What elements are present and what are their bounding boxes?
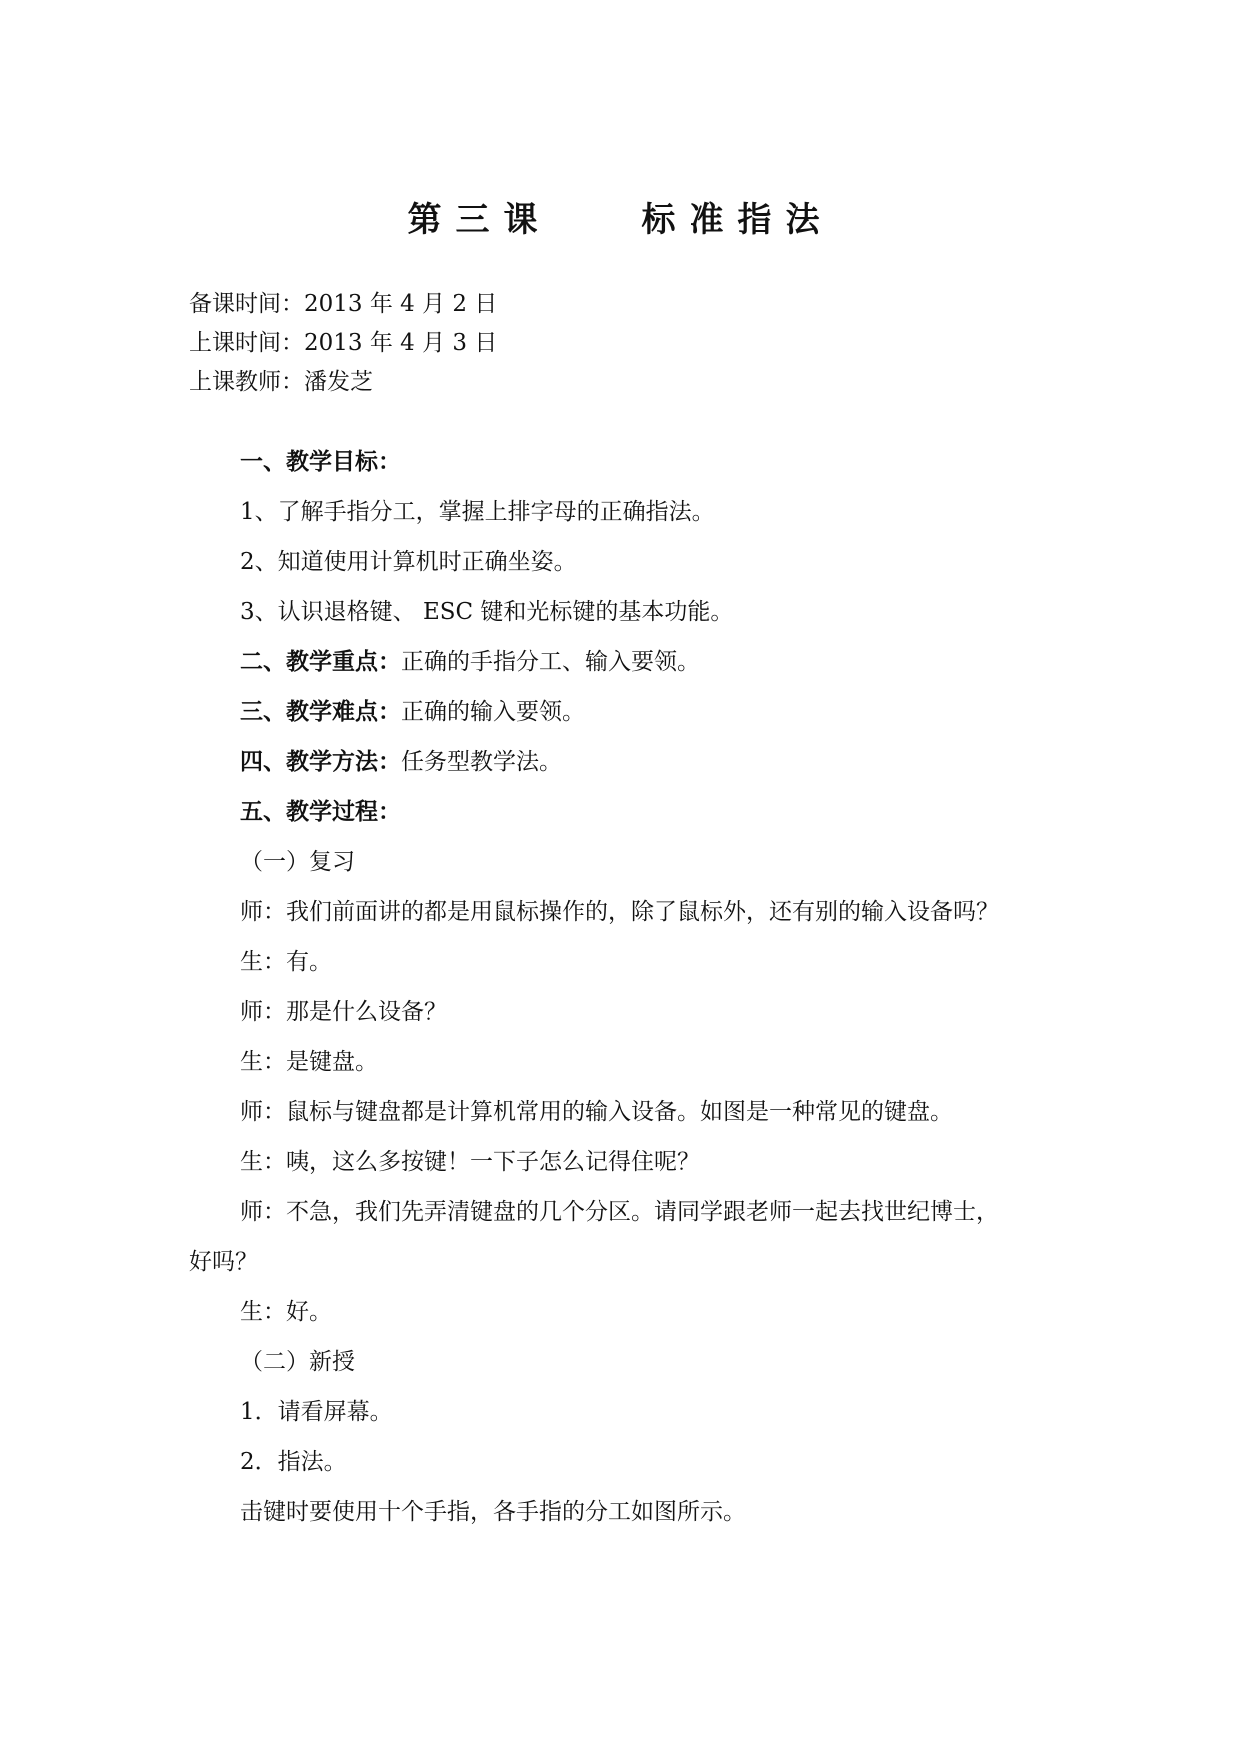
process-heading: 五、教学过程： (240, 798, 401, 825)
new-step-3: 击键时要使用十个手指，各手指的分工如图所示。 (240, 1499, 746, 1525)
dialogue-2: 生：有。 (240, 949, 332, 975)
review-heading: （一）复习 (240, 849, 355, 875)
dialogue-6: 生：咦，这么多按键！一下子怎么记得住呢？ (240, 1149, 700, 1175)
dialogue-7-continued: 好吗？ (189, 1249, 258, 1275)
difficulty-text: 正确的输入要领。 (401, 699, 585, 725)
dialogue-5: 师：鼠标与键盘都是计算机常用的输入设备。如图是一种常见的键盘。 (240, 1099, 953, 1125)
teacher: 上课教师：潘发芝 (189, 369, 373, 395)
new-step-2: 2．指法。 (240, 1449, 347, 1475)
prep-time: 备课时间：2013 年 4 月 2 日 (189, 291, 498, 317)
dialogue-7: 师：不急，我们先弄清键盘的几个分区。请同学跟老师一起去找世纪博士， (240, 1199, 999, 1225)
dialogue-4: 生：是键盘。 (240, 1049, 378, 1075)
objectives-heading: 一、教学目标： (240, 448, 401, 475)
difficulty (240, 693, 585, 726)
new-heading: （二）新授 (240, 1349, 355, 1375)
objective-1: 1、了解手指分工，掌握上排字母的正确指法。 (240, 499, 715, 525)
method-heading: 四、教学方法： (240, 748, 401, 775)
method-text: 任务型教学法。 (401, 749, 562, 775)
objective-3: 3、认识退格键、 ESC 键和光标键的基本功能。 (240, 599, 734, 625)
dialogue-3: 师：那是什么设备？ (240, 999, 447, 1025)
class-time: 上课时间：2013 年 4 月 3 日 (189, 330, 498, 356)
dialogue-8: 生：好。 (240, 1299, 332, 1325)
objective-2: 2、知道使用计算机时正确坐姿。 (240, 549, 577, 575)
lesson-title-topic: 标准指法 (641, 200, 834, 240)
difficulty-heading: 三、教学难点： (240, 698, 401, 725)
key-points-heading: 二、教学重点： (240, 648, 401, 675)
method (240, 743, 562, 776)
new-step-1: 1．请看屏幕。 (240, 1399, 393, 1425)
dialogue-1: 师：我们前面讲的都是用鼠标操作的，除了鼠标外，还有别的输入设备吗？ (240, 899, 999, 925)
lesson-title-number: 第三课 (407, 200, 552, 240)
key-points-text: 正确的手指分工、输入要领。 (401, 649, 700, 675)
key-points (240, 643, 700, 676)
lesson-title (0, 192, 1241, 241)
